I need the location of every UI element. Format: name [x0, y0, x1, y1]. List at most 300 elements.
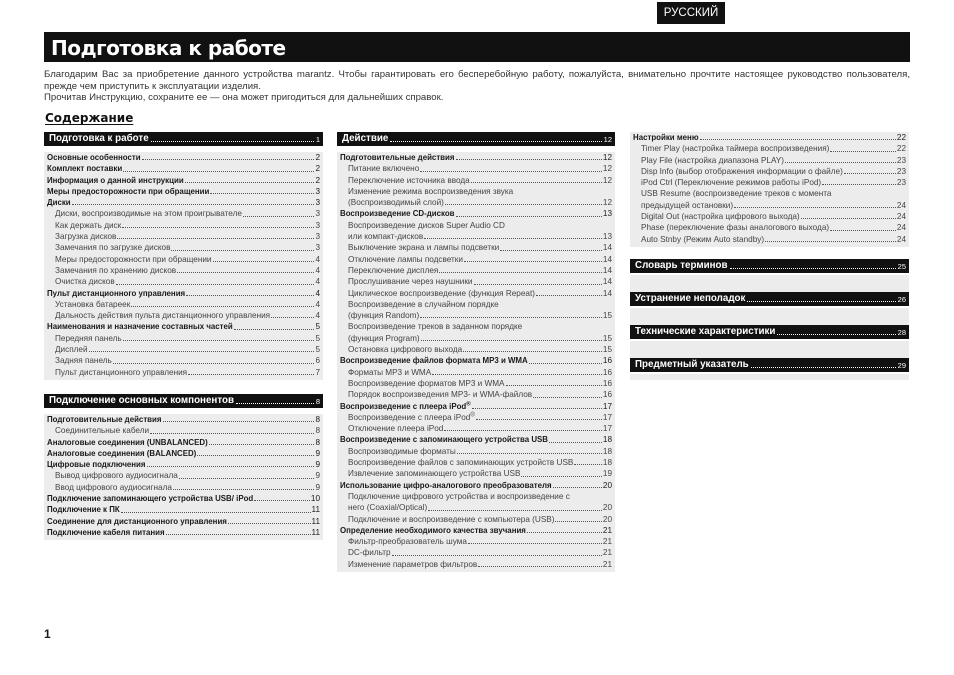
entry-page: 14 [602, 288, 612, 298]
toc-entry[interactable] [47, 152, 320, 163]
toc-entry[interactable] [340, 208, 612, 219]
dot-leader [122, 227, 314, 228]
toc-subentry[interactable] [340, 288, 612, 299]
dot-leader [121, 512, 311, 513]
toc-entry[interactable] [47, 516, 320, 527]
dot-leader [457, 453, 602, 454]
entry-page: 16 [602, 367, 612, 377]
toc-settings-list [630, 132, 909, 247]
section-title: Подключение основных компонентов [49, 394, 235, 406]
toc-entry[interactable] [340, 355, 612, 366]
entry-page: 17 [602, 424, 612, 434]
toc-subentry[interactable] [633, 200, 906, 211]
page-number: 1 [44, 627, 51, 641]
entry-page: 16 [602, 390, 612, 400]
toc-subentry[interactable] [47, 425, 320, 436]
toc-subentry[interactable] [340, 559, 612, 570]
toc-subentry[interactable] [47, 265, 320, 276]
entry-label: Диски, воспроизводимые на этом проигрывателе [55, 209, 242, 219]
entry-page: 12 [602, 175, 612, 185]
dot-leader [117, 238, 314, 239]
toc-subentry[interactable] [340, 446, 612, 457]
dot-leader [464, 261, 602, 262]
dot-leader [188, 374, 314, 375]
toc-subentry[interactable] [47, 220, 320, 231]
dot-leader [72, 204, 315, 205]
dot-leader [147, 466, 315, 467]
entry-label: Информация о данной инструкции [47, 175, 184, 185]
entry-label [348, 412, 475, 423]
toc-subentry[interactable] [340, 276, 612, 287]
entry-page: 24 [896, 200, 906, 210]
dot-leader [555, 521, 601, 522]
entry-label: Цифровые подключения [47, 460, 146, 470]
dot-leader [500, 250, 602, 251]
toc-subentry[interactable] [633, 222, 906, 233]
toc-subentry[interactable] [47, 367, 320, 378]
toc-subentry[interactable] [340, 457, 612, 468]
section-spacer [630, 308, 909, 325]
entry-page: 24 [896, 223, 906, 233]
entry-label: Извлечение запоминающего устройства USB [348, 469, 521, 479]
dot-leader [553, 487, 602, 488]
dot-leader [89, 351, 315, 352]
section-title: Словарь терминов [635, 259, 728, 271]
dot-leader [830, 230, 896, 231]
entry-page: 2 [315, 164, 320, 174]
entry-page: 21 [602, 525, 612, 535]
toc-subentry[interactable] [340, 242, 612, 253]
dot-leader [700, 139, 896, 140]
entry-page: 8 [315, 426, 320, 436]
entry-label: Воспроизведение с запоминающего устройства USB [340, 435, 548, 445]
toc-section-list [44, 414, 323, 540]
toc-subentry[interactable] [340, 265, 612, 276]
entry-page: 3 [315, 209, 320, 219]
entry-page: 9 [315, 448, 320, 458]
toc-subentry[interactable] [47, 242, 320, 253]
entry-page: 4 [315, 254, 320, 264]
toc-entry[interactable] [47, 175, 320, 186]
entry-page: 9 [315, 471, 320, 481]
entry-page: 11 [311, 505, 320, 515]
entry-label: Выключение экрана и лампы подсветки [348, 243, 500, 253]
toc-subentry[interactable] [340, 389, 612, 400]
dot-leader [420, 171, 602, 172]
entry-page: 4 [315, 265, 320, 275]
entry-page: 22 [896, 133, 906, 142]
dot-leader [271, 317, 314, 318]
dot-leader [197, 455, 314, 456]
entry-page: 15 [602, 333, 612, 343]
toc-entry[interactable] [340, 401, 612, 412]
section-page: 25 [897, 261, 906, 271]
dot-leader [420, 317, 602, 318]
entry-label: Подключение и воспроизведение с компьютера (USB) [348, 514, 555, 524]
entry-label: Настройки меню [633, 133, 699, 142]
entry-label: Замечания по хранению дисков [55, 265, 177, 275]
toc-subentry[interactable] [633, 177, 906, 188]
entry-label: Питание включено [348, 164, 420, 174]
toc-subentry[interactable] [340, 344, 612, 355]
entry-label: Изменение параметров фильтров [348, 559, 478, 569]
section-page: 1 [315, 135, 320, 144]
entry-page: 5 [315, 333, 320, 343]
dot-leader [549, 442, 602, 443]
entry-page: 18 [602, 446, 612, 456]
toc-subentry[interactable] [47, 208, 320, 219]
entry-page: 20 [602, 480, 612, 490]
entry-page: 11 [311, 516, 320, 526]
section-spacer [630, 374, 909, 380]
entry-label [340, 401, 471, 412]
toc-subentry[interactable] [47, 254, 320, 265]
toc-entry[interactable] [47, 288, 320, 299]
toc-entry[interactable] [340, 525, 612, 536]
entry-label: Ввод цифрового аудиосигнала [55, 482, 172, 492]
toc-subentry[interactable] [633, 166, 906, 177]
entry-label: Замечания по загрузке дисков [55, 243, 171, 253]
toc-subentry[interactable] [340, 547, 612, 558]
entry-label: Phase (переключение фазы аналогового выхода) [641, 223, 830, 233]
toc-subentry[interactable] [340, 536, 612, 547]
dot-leader [236, 403, 314, 404]
section-title: Действие [342, 133, 389, 144]
entry-page: 18 [602, 458, 612, 468]
entry-label: (функция Program) [348, 333, 420, 343]
entry-label: Диски [47, 198, 71, 208]
entry-page: 16 [602, 356, 612, 366]
toc-entry[interactable] [633, 132, 906, 143]
entry-label: Отключение плеера iPod [348, 424, 444, 434]
entry-page: 23 [896, 178, 906, 188]
dot-leader [456, 216, 602, 217]
toc-subentry[interactable] [340, 231, 612, 242]
entry-page: 9 [315, 482, 320, 492]
dot-leader [179, 478, 315, 479]
entry-label: Передняя панель [55, 333, 122, 343]
toc-subentry[interactable] [47, 333, 320, 344]
entry-label: Изменение режима воспроизведения звука [348, 186, 514, 196]
toc-column-3 [630, 132, 909, 380]
entry-page: 21 [602, 559, 612, 569]
toc-entry[interactable] [47, 448, 320, 459]
entry-label-text: Воспроизведение с плеера iPod [348, 412, 471, 422]
dot-leader [529, 363, 602, 364]
registered-mark: ® [466, 400, 471, 407]
toc-subentry[interactable] [633, 234, 906, 245]
toc-subentry[interactable] [47, 299, 320, 310]
toc-subentry[interactable] [340, 378, 612, 389]
toc-entry[interactable] [47, 186, 320, 197]
dot-leader [228, 523, 311, 524]
toc-subentry[interactable] [340, 186, 612, 197]
dot-leader [463, 351, 602, 352]
dot-leader [472, 408, 602, 409]
dot-leader [171, 250, 314, 251]
dot-leader [830, 151, 896, 152]
entry-label: Воспроизведение треков в заданном порядке [348, 322, 523, 332]
entry-page: 3 [315, 220, 320, 230]
entry-label: Основные особенности [47, 153, 141, 162]
dot-leader [213, 261, 315, 262]
entry-page: 23 [896, 166, 906, 176]
entry-label: Остановка цифрового выхода [348, 345, 463, 355]
entry-page: 12 [602, 164, 612, 174]
toc-entry[interactable] [47, 493, 320, 504]
section-spacer [630, 341, 909, 358]
dot-leader [151, 141, 314, 142]
entry-label: Определение необходимого качества звучания [340, 525, 526, 535]
entry-label: Digital Out (настройка цифрового выхода) [641, 212, 800, 222]
entry-page: 5 [315, 322, 320, 332]
toc-section-header[interactable] [44, 394, 323, 408]
dot-leader [131, 306, 314, 307]
dot-leader [123, 171, 314, 172]
entry-page: 7 [315, 367, 320, 377]
dot-leader [186, 295, 314, 296]
dot-leader [844, 173, 896, 174]
entry-label: Форматы MP3 и WMA [348, 367, 432, 377]
entry-label: Пульт дистанционного управления [47, 288, 186, 298]
toc-subentry[interactable] [633, 188, 906, 199]
toc-subentry[interactable] [340, 321, 612, 332]
dot-leader [536, 295, 602, 296]
toc-entry[interactable] [47, 321, 320, 332]
entry-page: 19 [602, 469, 612, 479]
dot-leader [574, 464, 602, 465]
entry-page: 10 [310, 494, 320, 504]
entry-label: Подготовительные действия [47, 414, 162, 424]
toc-subentry[interactable] [340, 175, 612, 186]
entry-page: 3 [315, 232, 320, 242]
toc-section-list [44, 152, 323, 380]
toc-subentry[interactable] [633, 143, 906, 154]
section-title: Технические характеристики [635, 325, 776, 337]
entry-label: Переключение источника ввода [348, 175, 470, 185]
toc-entry[interactable] [47, 414, 320, 425]
entry-page: 3 [315, 186, 320, 196]
toc-heading: Содержание [45, 111, 134, 125]
dot-leader [439, 272, 602, 273]
dot-leader [751, 367, 896, 368]
dot-leader [424, 238, 602, 239]
entry-label: Задняя панель [55, 356, 112, 366]
entry-page: 22 [896, 144, 906, 154]
toc-subentry[interactable] [47, 482, 320, 493]
dot-leader [730, 268, 896, 269]
intro-paragraph: Благодарим Вас за приобретение данного устройства marantz. Чтобы гарантировать его бесперебойную работу, пожалуйста, внимательно прочтите настоящее руководство пользователя, прежде чем приступить к эксплуатации изделия. [44, 69, 910, 92]
entry-label: Воспроизводимые форматы [348, 446, 456, 456]
entry-label: Воспроизведение файлов с запоминающих устройств USB [348, 458, 574, 468]
toc-subentry[interactable] [340, 310, 612, 321]
toc-column-1 [44, 132, 323, 554]
dot-leader [177, 272, 314, 273]
page-title: Подготовка к работе [44, 32, 910, 62]
entry-label: Как держать диск [55, 220, 122, 230]
toc-subentry[interactable] [47, 310, 320, 321]
entry-label: Воспроизведение файлов формата MP3 и WMA [340, 356, 528, 366]
toc-subentry[interactable] [340, 423, 612, 434]
dot-leader [765, 241, 896, 242]
dot-leader [243, 216, 315, 217]
toc-subentry[interactable] [340, 491, 612, 502]
entry-label: Подготовительные действия [340, 153, 455, 162]
entry-page: 2 [315, 175, 320, 185]
entry-page: 3 [315, 198, 320, 208]
dot-leader [123, 340, 315, 341]
entry-label: Дальность действия пульта дистанционного управления [55, 311, 271, 321]
entry-page: 21 [602, 537, 612, 547]
toc-subentry[interactable] [340, 502, 612, 513]
dot-leader [527, 532, 602, 533]
toc-subentry[interactable] [340, 468, 612, 479]
entry-label: Очистка дисков [55, 277, 115, 287]
toc-subentry[interactable] [633, 211, 906, 222]
dot-leader [166, 534, 311, 535]
registered-mark: ® [470, 412, 475, 419]
entry-label: Подключение цифрового устройства и воспроизведение с [348, 491, 570, 501]
dot-leader [150, 433, 314, 434]
toc-subentry[interactable] [340, 412, 612, 423]
toc-subentry[interactable] [47, 276, 320, 287]
dot-leader [506, 385, 602, 386]
entry-label: Воспроизведение CD-дисков [340, 209, 455, 219]
section-spacer [630, 275, 909, 292]
toc-subentry[interactable] [633, 155, 906, 166]
entry-label: Соединительные кабели [55, 426, 150, 436]
entry-label: Использование цифро-аналогового преобразователя [340, 480, 552, 490]
intro-text [44, 69, 910, 104]
intro-paragraph: Прочитав Инструкцию, сохраните ее — она может пригодиться для дальнейших справок. [44, 92, 444, 104]
section-page: 8 [315, 396, 320, 406]
toc-subentry[interactable] [340, 163, 612, 174]
entry-label: Загрузка дисков [55, 232, 117, 242]
toc-section-index[interactable] [630, 358, 909, 372]
entry-label-text: Воспроизведение с плеера iPod [340, 401, 467, 411]
entry-label: Timer Play (настройка таймера воспроизведения) [641, 144, 830, 154]
dot-leader [432, 374, 602, 375]
entry-page: 8 [315, 437, 320, 447]
toc-entry[interactable] [47, 437, 320, 448]
entry-label: Аналоговые соединения (UNBALANCED) [47, 437, 208, 447]
dot-leader [173, 489, 314, 490]
toc-subentry[interactable] [340, 299, 612, 310]
entry-page: 15 [602, 345, 612, 355]
entry-page: 24 [896, 234, 906, 244]
toc-entry[interactable] [340, 480, 612, 491]
toc-entry[interactable] [47, 504, 320, 515]
toc-subentry[interactable] [47, 355, 320, 366]
entry-page: 4 [315, 277, 320, 287]
entry-page: 6 [315, 356, 320, 366]
toc-subentry[interactable] [340, 514, 612, 525]
entry-label: Соединение для дистанционного управления [47, 516, 227, 526]
toc-entry[interactable] [47, 197, 320, 208]
toc-section-header[interactable] [44, 132, 323, 146]
section-page: 28 [897, 327, 906, 337]
entry-page: 17 [602, 401, 612, 411]
section-title: Предметный указатель [635, 358, 749, 370]
entry-label: Пульт дистанционного управления [55, 367, 188, 377]
entry-page: 14 [602, 243, 612, 253]
dot-leader [185, 182, 315, 183]
toc-section-header[interactable] [337, 132, 615, 146]
dot-leader [234, 329, 315, 330]
section-page: 29 [897, 360, 906, 370]
entry-label: Циклическое воспроизведение (функция Repeat) [348, 288, 535, 298]
entry-page: 15 [602, 311, 612, 321]
dot-leader [476, 419, 602, 420]
entry-label: Отключение лампы подсветки [348, 254, 463, 264]
section-title: Устранение неполадок [635, 292, 746, 304]
toc-subentry[interactable] [340, 367, 612, 378]
toc-subentry[interactable] [340, 254, 612, 265]
language-tab[interactable]: РУССКИЙ [657, 2, 725, 24]
toc-entry[interactable] [340, 434, 612, 445]
entry-page: 17 [602, 412, 612, 422]
toc-entry[interactable] [340, 152, 612, 163]
toc-section-troubleshooting[interactable] [630, 292, 909, 306]
entry-page: 14 [602, 254, 612, 264]
entry-page: 20 [602, 514, 612, 524]
entry-label: Воспроизведение дисков Super Audio CD [348, 220, 505, 230]
entry-page: 13 [602, 209, 612, 219]
toc-subentry[interactable] [340, 197, 612, 208]
entry-page: 16 [602, 378, 612, 388]
toc-subentry[interactable] [47, 470, 320, 481]
toc-subentry[interactable] [340, 333, 612, 344]
toc-column-2 [337, 132, 615, 586]
toc-entry[interactable] [47, 459, 320, 470]
entry-page: 2 [315, 153, 320, 162]
toc-entry[interactable] [47, 163, 320, 174]
entry-page: 3 [315, 243, 320, 253]
entry-label: Play File (настройка диапазона PLAY) [641, 155, 785, 165]
dot-leader [456, 159, 602, 160]
entry-label: Фильтр-преобразователь шума [348, 537, 467, 547]
section-page: 12 [603, 135, 612, 144]
toc-section-glossary[interactable] [630, 259, 909, 273]
entry-page: 12 [602, 153, 612, 162]
entry-page: 8 [315, 414, 320, 424]
entry-label: Подключение кабеля питания [47, 527, 165, 537]
entry-label: Disp Info (выбор отображения информации о файле) [641, 166, 843, 176]
entry-page: 18 [602, 435, 612, 445]
dot-leader [785, 162, 896, 163]
toc-subentry[interactable] [340, 220, 612, 231]
entry-label: Воспроизведение форматов MP3 и WMA [348, 378, 505, 388]
toc-subentry[interactable] [47, 231, 320, 242]
dot-leader [822, 184, 896, 185]
entry-page: 4 [315, 288, 320, 298]
entry-page: 5 [315, 345, 320, 355]
dot-leader [468, 543, 602, 544]
entry-page: 20 [602, 503, 612, 513]
entry-label: Меры предосторожности при обращении [47, 186, 210, 196]
toc-subentry[interactable] [47, 344, 320, 355]
entry-label: или компакт-дисков [348, 232, 424, 242]
dot-leader [116, 284, 315, 285]
dot-leader [254, 500, 310, 501]
toc-section-specs[interactable] [630, 325, 909, 339]
dot-leader [163, 421, 315, 422]
entry-label: Меры предосторожности при обращении [55, 254, 212, 264]
toc-entry[interactable] [47, 527, 320, 538]
dot-leader [801, 218, 896, 219]
dot-leader [521, 476, 601, 477]
entry-label: него (Coaxial/Optical) [348, 503, 428, 513]
